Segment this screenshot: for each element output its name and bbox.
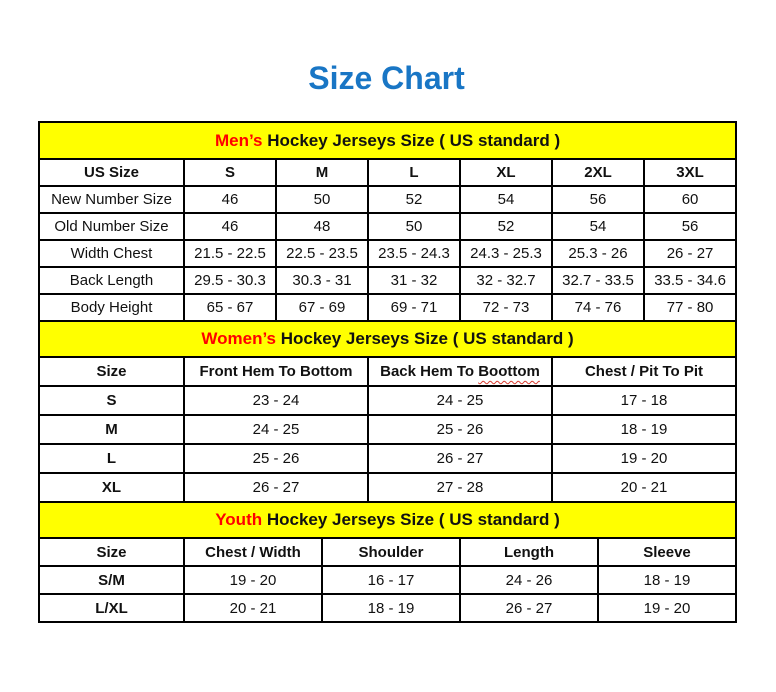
page-title: Size Chart	[308, 60, 465, 96]
table-cell: 17 - 18	[552, 386, 736, 415]
womens-section-heading	[39, 321, 736, 357]
column-header: L	[368, 159, 460, 186]
table-cell: 72 - 73	[460, 294, 552, 321]
table-cell: 46	[184, 186, 276, 213]
table-cell: 26 - 27	[644, 240, 736, 267]
table-cell: 30.3 - 31	[276, 267, 368, 294]
table-cell: 19 - 20	[552, 444, 736, 473]
table-cell: 26 - 27	[460, 594, 598, 622]
youth-size-table	[38, 501, 737, 623]
mens-section-header	[39, 122, 736, 159]
table-cell: 25.3 - 26	[552, 240, 644, 267]
row-label: L/XL	[39, 594, 184, 622]
row-label: Back Length	[39, 267, 184, 294]
table-cell: 26 - 27	[184, 473, 368, 502]
table-cell: 74 - 76	[552, 294, 644, 321]
table-cell: 50	[368, 213, 460, 240]
table-row	[39, 473, 736, 502]
mens-heading-rest: Hockey Jerseys Size ( US standard )	[262, 130, 561, 150]
womens-heading-rest: Hockey Jerseys Size ( US standard )	[276, 329, 574, 348]
row-label: M	[39, 415, 184, 444]
table-cell: 32 - 32.7	[460, 267, 552, 294]
row-label: L	[39, 444, 184, 473]
table-cell: 25 - 26	[368, 415, 552, 444]
table-cell: 20 - 21	[552, 473, 736, 502]
table-cell: 19 - 20	[184, 566, 322, 594]
table-cell: 29.5 - 30.3	[184, 267, 276, 294]
table-cell: 54	[552, 213, 644, 240]
womens-column-header-row	[39, 357, 736, 386]
table-cell: 24 - 25	[368, 386, 552, 415]
row-label: S	[39, 386, 184, 415]
size-chart-tables	[38, 121, 735, 623]
table-cell: 60	[644, 186, 736, 213]
table-cell: 32.7 - 33.5	[552, 267, 644, 294]
table-cell: 48	[276, 213, 368, 240]
row-label: Width Chest	[39, 240, 184, 267]
table-row	[39, 240, 736, 267]
table-cell: 26 - 27	[368, 444, 552, 473]
table-cell: 22.5 - 23.5	[276, 240, 368, 267]
table-cell: 31 - 32	[368, 267, 460, 294]
table-cell: 24 - 26	[460, 566, 598, 594]
table-cell: 24 - 25	[184, 415, 368, 444]
womens-heading-accent: Women’s	[201, 329, 276, 348]
table-row	[39, 415, 736, 444]
youth-section-header	[39, 502, 736, 538]
table-cell: 20 - 21	[184, 594, 322, 622]
column-header: Size	[39, 357, 184, 386]
mens-size-table	[38, 121, 737, 322]
column-header: US Size	[39, 159, 184, 186]
column-header: Chest / Pit To Pit	[552, 357, 736, 386]
table-row	[39, 186, 736, 213]
table-cell: 25 - 26	[184, 444, 368, 473]
table-cell: 52	[460, 213, 552, 240]
table-cell: 24.3 - 25.3	[460, 240, 552, 267]
youth-section-heading	[39, 502, 736, 538]
table-cell: 18 - 19	[552, 415, 736, 444]
mens-column-header-row	[39, 159, 736, 186]
column-header	[368, 357, 552, 386]
table-cell: 56	[644, 213, 736, 240]
youth-heading-rest: Hockey Jerseys Size ( US standard )	[262, 510, 560, 529]
misspelled-word: Boottom	[478, 363, 540, 380]
table-cell: 18 - 19	[598, 566, 736, 594]
table-cell: 69 - 71	[368, 294, 460, 321]
table-cell: 77 - 80	[644, 294, 736, 321]
column-header-text: Back Hem To	[380, 363, 479, 380]
table-row	[39, 213, 736, 240]
table-cell: 56	[552, 186, 644, 213]
table-row	[39, 566, 736, 594]
table-cell: 52	[368, 186, 460, 213]
column-header: 2XL	[552, 159, 644, 186]
womens-section-header	[39, 321, 736, 357]
column-header: S	[184, 159, 276, 186]
table-cell: 67 - 69	[276, 294, 368, 321]
table-cell: 23 - 24	[184, 386, 368, 415]
column-header: Size	[39, 538, 184, 566]
mens-section-heading	[39, 122, 736, 159]
mens-heading-accent: Men’s	[214, 130, 263, 150]
table-cell: 50	[276, 186, 368, 213]
youth-heading-accent: Youth	[215, 510, 263, 529]
table-cell: 23.5 - 24.3	[368, 240, 460, 267]
table-cell: 27 - 28	[368, 473, 552, 502]
youth-column-header-row	[39, 538, 736, 566]
row-label: Old Number Size	[39, 213, 184, 240]
table-row	[39, 294, 736, 321]
row-label: S/M	[39, 566, 184, 594]
column-header: XL	[460, 159, 552, 186]
table-row	[39, 594, 736, 622]
table-cell: 18 - 19	[322, 594, 460, 622]
column-header: Front Hem To Bottom	[184, 357, 368, 386]
table-cell: 33.5 - 34.6	[644, 267, 736, 294]
table-cell: 46	[184, 213, 276, 240]
table-cell: 21.5 - 22.5	[184, 240, 276, 267]
table-cell: 19 - 20	[598, 594, 736, 622]
table-row	[39, 444, 736, 473]
column-header: Chest / Width	[184, 538, 322, 566]
column-header: Length	[460, 538, 598, 566]
row-label: XL	[39, 473, 184, 502]
table-cell: 54	[460, 186, 552, 213]
table-row	[39, 267, 736, 294]
column-header: M	[276, 159, 368, 186]
column-header: Sleeve	[598, 538, 736, 566]
row-label: Body Height	[39, 294, 184, 321]
table-cell: 16 - 17	[322, 566, 460, 594]
table-cell: 65 - 67	[184, 294, 276, 321]
table-row	[39, 386, 736, 415]
womens-size-table	[38, 320, 737, 503]
column-header: 3XL	[644, 159, 736, 186]
column-header: Shoulder	[322, 538, 460, 566]
row-label: New Number Size	[39, 186, 184, 213]
